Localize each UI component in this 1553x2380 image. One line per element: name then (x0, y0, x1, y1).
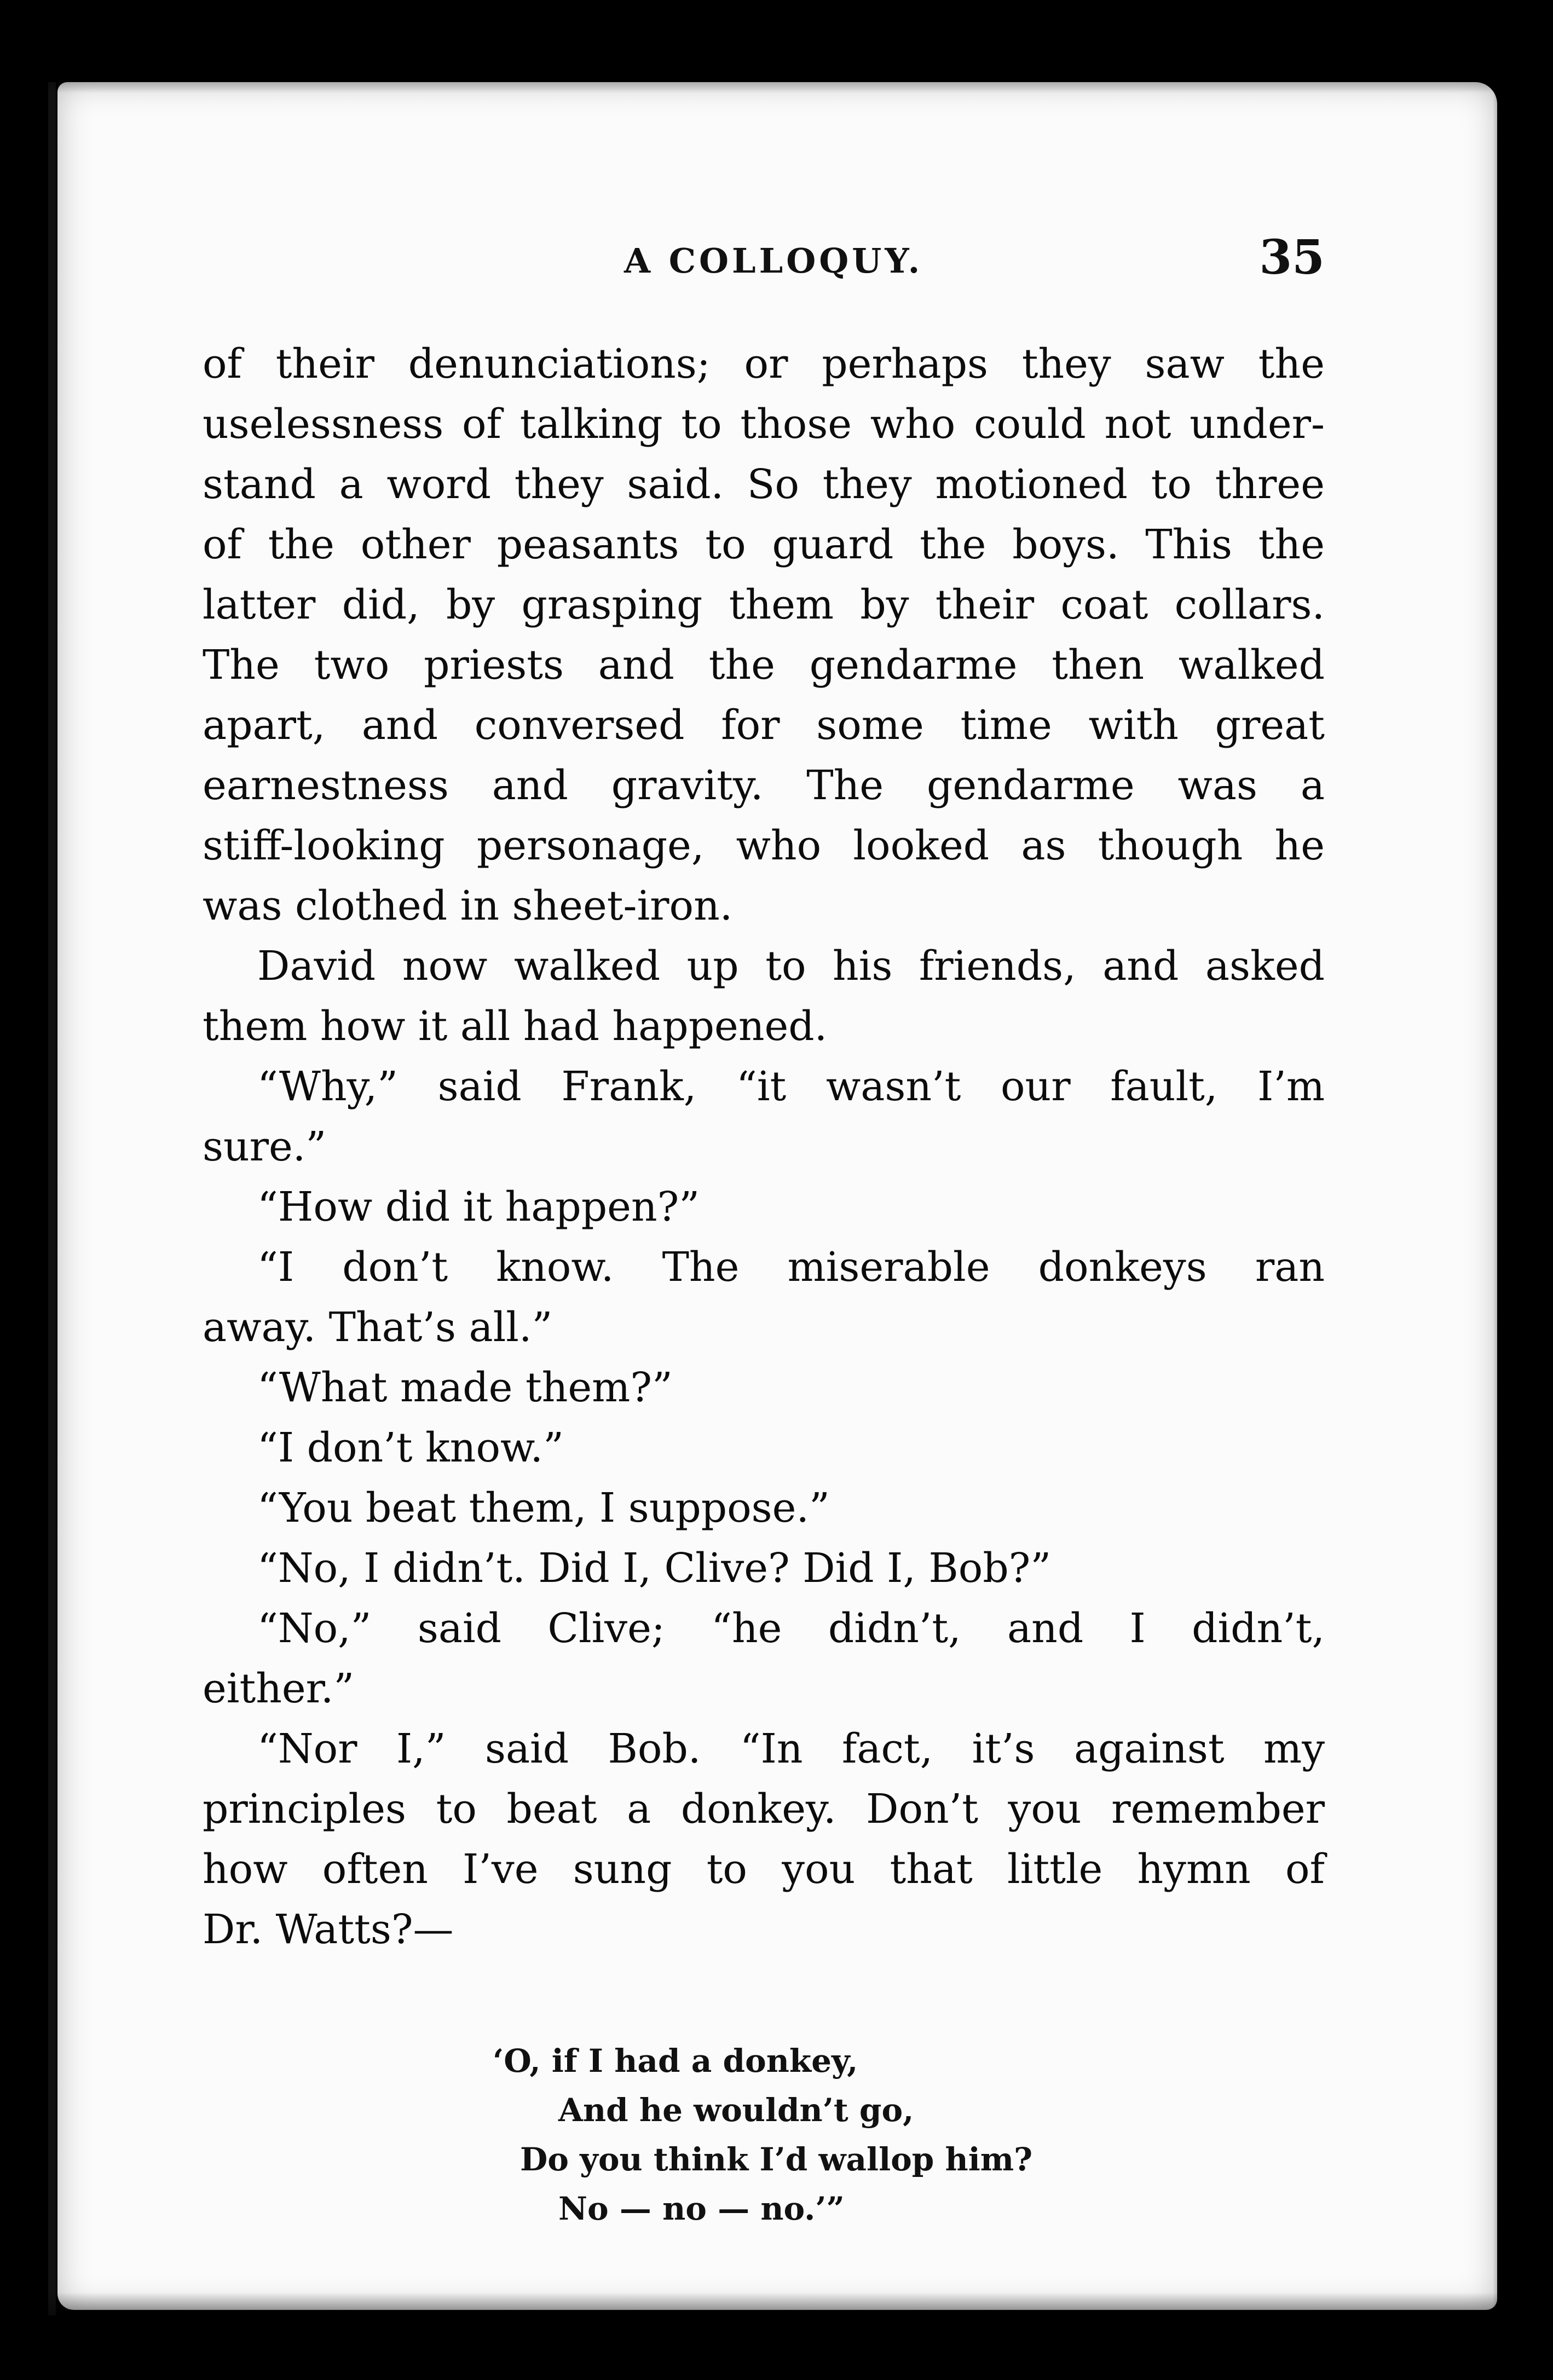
text-line: David now walked up to his friends, and asked (257, 943, 1325, 990)
text-line: “I don’t know. The miserable donkeys ran (257, 1244, 1325, 1291)
text-line: uselessness of talking to those who could not under- (203, 401, 1325, 448)
text-line: how often I’ve sung to you that little hymn of (203, 1846, 1325, 1893)
page-header (203, 230, 1325, 285)
text-line: stiff-looking personage, who looked as though he (203, 822, 1325, 869)
text-line: either.” (203, 1665, 355, 1712)
verse-line: And he wouldn’t go, (558, 2092, 914, 2129)
top-scan-edge (0, 0, 1553, 93)
text-line: stand a word they said. So they motioned to three (203, 461, 1325, 508)
text-line: sure.” (203, 1123, 327, 1170)
text-line: was clothed in sheet-iron. (203, 882, 733, 929)
text-line: Dr. Watts?— (203, 1906, 454, 1953)
text-line: of their denunciations; or perhaps they saw the (203, 340, 1325, 388)
gutter-line (48, 82, 56, 2315)
text-line: apart, and conversed for some time with great (203, 702, 1325, 749)
text-line: “Nor I,” said Bob. “In fact, it’s against my (257, 1725, 1325, 1772)
text-line: “You beat them, I suppose.” (257, 1484, 830, 1532)
text-line: “I don’t know.” (257, 1424, 564, 1471)
text-line: “Why,” said Frank, “it wasn’t our fault, I’m (257, 1063, 1325, 1110)
page-number: 35 (1259, 230, 1325, 285)
verse-line: No — no — no.’” (558, 2190, 845, 2227)
verse-block (493, 2036, 1204, 2233)
text-line: “No, I didn’t. Did I, Clive? Did I, Bob?” (257, 1545, 1052, 1592)
verse-line: ‘O, if I had a donkey, (493, 2042, 858, 2079)
bottom-scan-edge (0, 2292, 1553, 2380)
right-scan-edge (1493, 0, 1553, 2380)
text-line: principles to beat a donkey. Don’t you remember (203, 1786, 1325, 1833)
text-line: The two priests and the gendarme then walked (203, 642, 1325, 689)
text-line: “How did it happen?” (257, 1183, 700, 1231)
text-line: “No,” said Clive; “he didn’t, and I didn’t, (257, 1605, 1325, 1652)
text-line: away. That’s all.” (203, 1304, 553, 1351)
body-text (203, 334, 1325, 1960)
text-line: “What made them?” (257, 1364, 673, 1411)
verse-line: Do you think I’d wallop him? (520, 2141, 1033, 2178)
text-line: them how it all had happened. (203, 1003, 828, 1050)
text-line: earnestness and gravity. The gendarme was a (203, 762, 1325, 809)
text-line: latter did, by grasping them by their coat collars. (203, 581, 1325, 628)
running-title: A COLLOQUY. (624, 241, 923, 281)
text-line: of the other peasants to guard the boys. This the (203, 521, 1325, 568)
